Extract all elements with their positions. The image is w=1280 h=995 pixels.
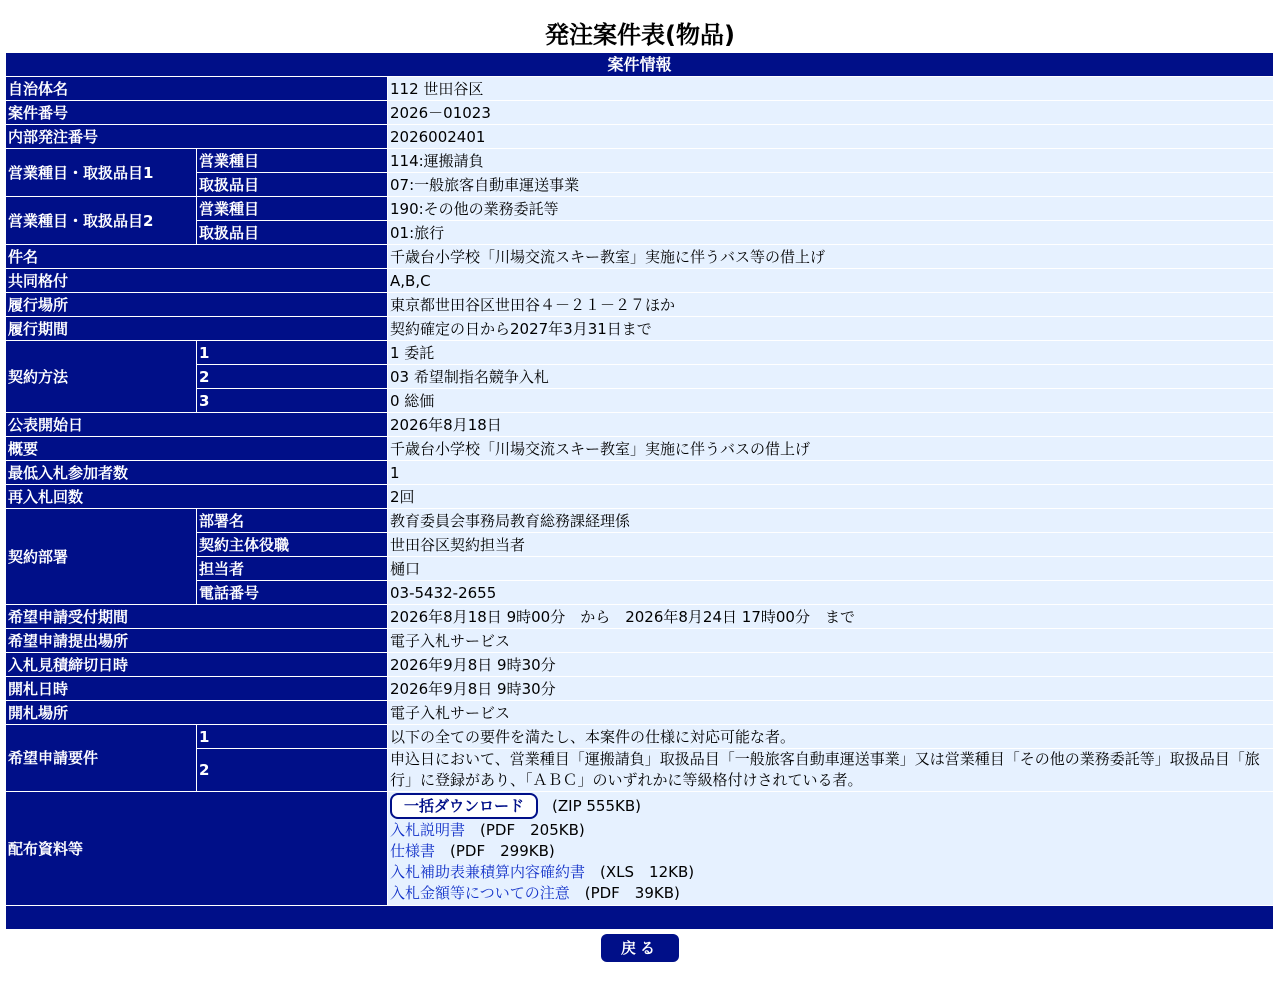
row-bid-deadline	[6, 653, 1274, 677]
row-internal-order-number	[6, 125, 1274, 149]
row-performance-location	[6, 293, 1274, 317]
document-link[interactable]: 入札金額等についての注意	[390, 884, 570, 902]
row-value: 2026－01023	[388, 101, 1274, 125]
row-business2	[6, 197, 1274, 221]
sub-label: 営業種目	[197, 197, 388, 221]
row-municipality	[6, 77, 1274, 101]
row-min-bidders	[6, 461, 1274, 485]
sub-label: 取扱品目	[197, 221, 388, 245]
row-value: 03-5432-2655	[388, 581, 1274, 605]
bulk-download-line	[390, 793, 1271, 820]
row-summary	[6, 437, 1274, 461]
row-label: 契約部署	[6, 509, 197, 605]
bulk-download-button[interactable]: 一括ダウンロード	[390, 793, 538, 819]
row-value: 190:その他の業務委託等	[388, 197, 1274, 221]
row-value: A,B,C	[388, 269, 1274, 293]
document-link[interactable]: 入札補助表兼積算内容確約書	[390, 863, 586, 881]
sub-label: 担当者	[197, 557, 388, 581]
row-label: 共同格付	[6, 269, 388, 293]
sub-label: 1	[197, 725, 388, 749]
row-contract-method	[6, 341, 1274, 365]
row-opening-place	[6, 701, 1274, 725]
row-value: 千歳台小学校「川場交流スキー教室」実施に伴うバス等の借上げ	[388, 245, 1274, 269]
document-item	[390, 841, 1271, 862]
bulk-download-info: (ZIP 555KB)	[552, 797, 641, 815]
row-label: 希望申請受付期間	[6, 605, 388, 629]
row-label: 履行場所	[6, 293, 388, 317]
footer-bar	[6, 906, 1274, 930]
row-value: 申込日において、営業種目「運搬請負」取扱品目「一般旅客自動車運送事業」又は営業種目「その他の業務委託等」取扱品目「旅行」に登録があり、「ＡＢＣ」のいずれかに等級格付けされている者。	[388, 749, 1274, 792]
row-value: 03 希望制指名競争入札	[388, 365, 1274, 389]
row-subject	[6, 245, 1274, 269]
row-business1	[6, 149, 1274, 173]
row-label: 希望申請要件	[6, 725, 197, 792]
row-contract-dept	[6, 509, 1274, 533]
row-value: 以下の全ての要件を満たし、本案件の仕様に対応可能な者。	[388, 725, 1274, 749]
row-value: 電子入札サービス	[388, 701, 1274, 725]
row-label: 内部発注番号	[6, 125, 388, 149]
document-info: (PDF 205KB)	[480, 821, 585, 839]
row-label: 再入札回数	[6, 485, 388, 509]
row-documents	[6, 792, 1274, 906]
row-requirements	[6, 725, 1274, 749]
row-performance-period	[6, 317, 1274, 341]
sub-label: 取扱品目	[197, 173, 388, 197]
document-item	[390, 883, 1271, 904]
row-value: 契約確定の日から2027年3月31日まで	[388, 317, 1274, 341]
sub-label: 電話番号	[197, 581, 388, 605]
row-label: 自治体名	[6, 77, 388, 101]
row-value: 教育委員会事務局教育総務課経理係	[388, 509, 1274, 533]
sub-label: 1	[197, 341, 388, 365]
row-label: 概要	[6, 437, 388, 461]
case-info-table	[6, 53, 1274, 930]
row-value: 電子入札サービス	[388, 629, 1274, 653]
document-item	[390, 862, 1271, 883]
row-label: 開札場所	[6, 701, 388, 725]
sub-label: 営業種目	[197, 149, 388, 173]
row-joint-rating	[6, 269, 1274, 293]
row-case-number	[6, 101, 1274, 125]
sub-label: 3	[197, 389, 388, 413]
row-label: 案件番号	[6, 101, 388, 125]
sub-label: 契約主体役職	[197, 533, 388, 557]
row-value: 世田谷区契約担当者	[388, 533, 1274, 557]
page-title: 発注案件表(物品)	[545, 21, 735, 49]
row-value: 0 総価	[388, 389, 1274, 413]
row-label: 開札日時	[6, 677, 388, 701]
row-value: 東京都世田谷区世田谷４－２１－２７ほか	[388, 293, 1274, 317]
row-label: 件名	[6, 245, 388, 269]
row-label: 公表開始日	[6, 413, 388, 437]
row-application-period	[6, 605, 1274, 629]
sub-label: 2	[197, 365, 388, 389]
row-value: 2026年8月18日 9時00分 から 2026年8月24日 17時00分 まで	[388, 605, 1274, 629]
documents-cell	[388, 792, 1274, 906]
row-value: 2026年9月8日 9時30分	[388, 653, 1274, 677]
document-info: (XLS 12KB)	[600, 863, 695, 881]
sub-label: 部署名	[197, 509, 388, 533]
row-value: 07:一般旅客自動車運送事業	[388, 173, 1274, 197]
row-value: 01:旅行	[388, 221, 1274, 245]
back-button[interactable]: 戻る	[601, 934, 679, 962]
row-application-place	[6, 629, 1274, 653]
row-value: 112 世田谷区	[388, 77, 1274, 101]
row-publish-start	[6, 413, 1274, 437]
document-info: (PDF 39KB)	[584, 884, 680, 902]
row-value: 樋口	[388, 557, 1274, 581]
row-value: 1 委託	[388, 341, 1274, 365]
row-value: 2026002401	[388, 125, 1274, 149]
row-value: 2026年8月18日	[388, 413, 1274, 437]
row-label: 営業種目・取扱品目2	[6, 197, 197, 245]
row-value: 1	[388, 461, 1274, 485]
row-label: 最低入札参加者数	[6, 461, 388, 485]
row-value: 2回	[388, 485, 1274, 509]
document-link[interactable]: 入札説明書	[390, 821, 466, 839]
row-value: 114:運搬請負	[388, 149, 1274, 173]
row-value: 千歳台小学校「川場交流スキー教室」実施に伴うバスの借上げ	[388, 437, 1274, 461]
back-button-wrap	[0, 934, 1280, 962]
row-value: 2026年9月8日 9時30分	[388, 677, 1274, 701]
row-label: 履行期間	[6, 317, 388, 341]
row-label: 契約方法	[6, 341, 197, 413]
row-label: 希望申請提出場所	[6, 629, 388, 653]
row-label: 入札見積締切日時	[6, 653, 388, 677]
row-label: 配布資料等	[6, 792, 388, 906]
document-info: (PDF 299KB)	[450, 842, 555, 860]
row-opening-datetime	[6, 677, 1274, 701]
section-header: 案件情報	[6, 53, 1274, 77]
sub-label: 2	[197, 749, 388, 792]
row-label: 営業種目・取扱品目1	[6, 149, 197, 197]
row-rebid-count	[6, 485, 1274, 509]
document-link[interactable]: 仕様書	[390, 842, 436, 860]
document-item	[390, 820, 1271, 841]
